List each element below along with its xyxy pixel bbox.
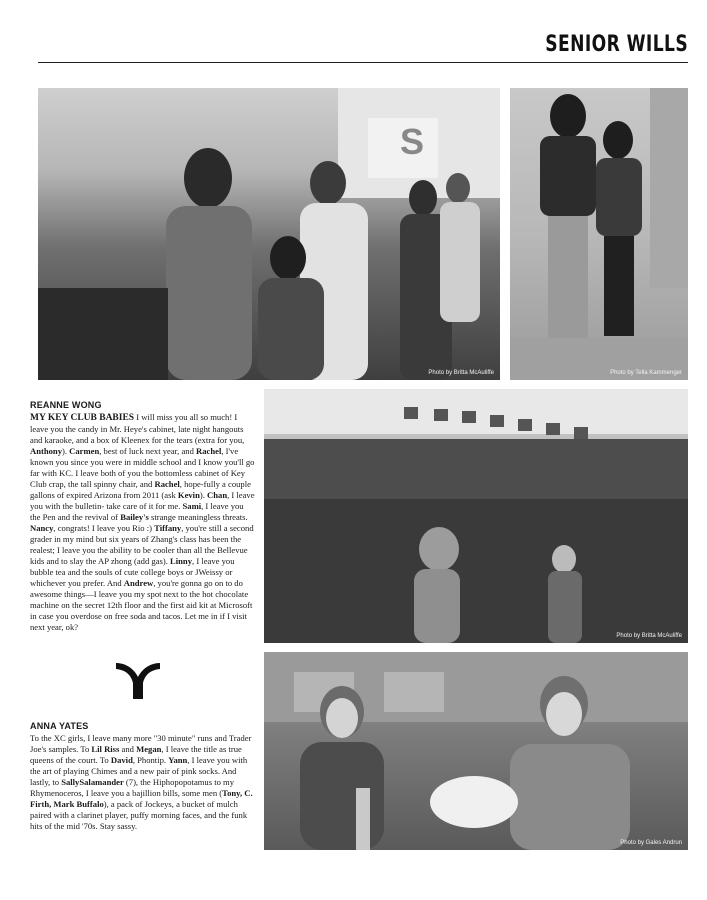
will-author-name: ANNA YATES bbox=[30, 721, 89, 731]
will-named-person: Andrew bbox=[123, 578, 154, 588]
photo-credit: Photo by Tella Kammenger bbox=[610, 370, 682, 376]
will-text: strange meaningless threats. bbox=[148, 512, 248, 522]
photo-two-students bbox=[510, 88, 688, 380]
will-text: , I leave you the Pen and the revival of bbox=[30, 501, 244, 522]
cafe-photo-image bbox=[264, 652, 688, 850]
will-named-person: Linny bbox=[170, 556, 193, 566]
will-text: ), a pack of Jockeys, a bucket of mulch paired with a clarinet player, puffy morning faces, and the funk hits of the mid '70s. Stay sassy. bbox=[30, 799, 248, 831]
will-named-person: Carmen bbox=[69, 446, 100, 456]
will-text: ). bbox=[199, 490, 208, 500]
will-text: I will miss you all so much! I leave you the candy in Mr. Heye's cabinet, late night hangouts and karaoke, and a box of Kleenex for the tears (extra for you, bbox=[30, 412, 245, 445]
will-text: , you're still a second grader in my mind but six years of Zhang's class has been the realest; I leave you the ability to be cooler than all the Bellevue kids and to slay the AP zhong (add gas). bbox=[30, 523, 254, 566]
will-named-person: MY KEY CLUB BABIES bbox=[30, 413, 135, 423]
will-named-person: SallySalamander bbox=[61, 777, 124, 787]
will-text: To the XC girls, I leave many more "30 minute" runs and Trader Joe's samples. To bbox=[30, 733, 252, 754]
will-named-person: Rachel bbox=[154, 479, 180, 489]
will-named-person: Rachel bbox=[196, 446, 222, 456]
will-named-person: Nancy bbox=[30, 523, 54, 533]
photo-credit: Photo by Gales Andrun bbox=[620, 840, 682, 846]
will-text: , Phontip. bbox=[132, 755, 169, 765]
will-text: (7), the Hiphopopotamus to my Rhymenoceros, I leave you a bajillion bills, some men ( bbox=[30, 777, 235, 798]
will-text: , you're gonna go on to do awesome things—I leave you my spot next to the hot chocolate machine on the secret 12th floor and the first aid kit at Microsoft in case you overdose on free soda and tacos. Let me in if I visit next year, ok? bbox=[30, 578, 253, 632]
will-named-person: Tiffany bbox=[154, 523, 182, 533]
will-text: and bbox=[119, 744, 137, 754]
will-named-person: Kevin bbox=[177, 490, 200, 500]
will-body bbox=[30, 412, 256, 633]
page-header bbox=[38, 28, 688, 63]
will-author-name: REANNE WONG bbox=[30, 400, 102, 410]
photo-credit: Photo by Britta McAuliffe bbox=[428, 370, 494, 376]
photo-gym-bleachers bbox=[264, 389, 688, 643]
photo-rally-crowd bbox=[38, 88, 500, 380]
will-text: , best of luck next year, and bbox=[99, 446, 197, 456]
will-named-person: Lil Riss bbox=[91, 744, 120, 754]
will-anna-yates bbox=[30, 721, 256, 832]
y-logo-icon bbox=[116, 661, 160, 706]
will-named-person: Sami bbox=[182, 501, 202, 511]
will-named-person: Tony, C. Firth, Mark Buffalo bbox=[30, 788, 253, 809]
section-title: SENIOR WILLS bbox=[545, 32, 688, 57]
will-body bbox=[30, 733, 256, 832]
will-text: , congrats! I leave you Rio :) bbox=[53, 523, 155, 533]
pair-photo-image bbox=[510, 88, 688, 380]
will-named-person: Yann bbox=[168, 755, 188, 765]
will-text: , I leave you with the bulletin- take care of it for me. bbox=[30, 490, 255, 511]
will-text: , I leave you bubble tea and the souls of cute college boys or JWeissy or whichever you prefer. And bbox=[30, 556, 235, 588]
will-named-person: Megan bbox=[136, 744, 162, 754]
will-named-person: Bailey's bbox=[120, 512, 149, 522]
svg-text:S: S bbox=[400, 121, 425, 162]
will-named-person: David bbox=[110, 755, 133, 765]
will-reanne-wong bbox=[30, 400, 256, 633]
will-text: , I've known you since you were in middle school and I know you'll go far with KC. I leave both of you the bottomless cabinet of Key Club crap, the tall spinny chair, and bbox=[30, 446, 255, 489]
photo-cafeteria-students bbox=[264, 652, 688, 850]
photo-credit: Photo by Britta McAuliffe bbox=[616, 633, 682, 639]
will-text: ). bbox=[62, 446, 70, 456]
will-text: , I leave the title as true queens of the court. To bbox=[30, 744, 242, 765]
will-named-person: Anthony bbox=[30, 446, 62, 456]
gym-photo-image bbox=[264, 389, 688, 643]
will-text: , hope-fully a couple gallons of expired Arizona from 2011 (ask bbox=[30, 479, 251, 500]
rally-photo-image bbox=[38, 88, 500, 380]
will-text: , I leave you with the art of playing Chimes and a new pair of pink socks. And lastly, to bbox=[30, 755, 248, 787]
will-named-person: Chan bbox=[207, 490, 228, 500]
